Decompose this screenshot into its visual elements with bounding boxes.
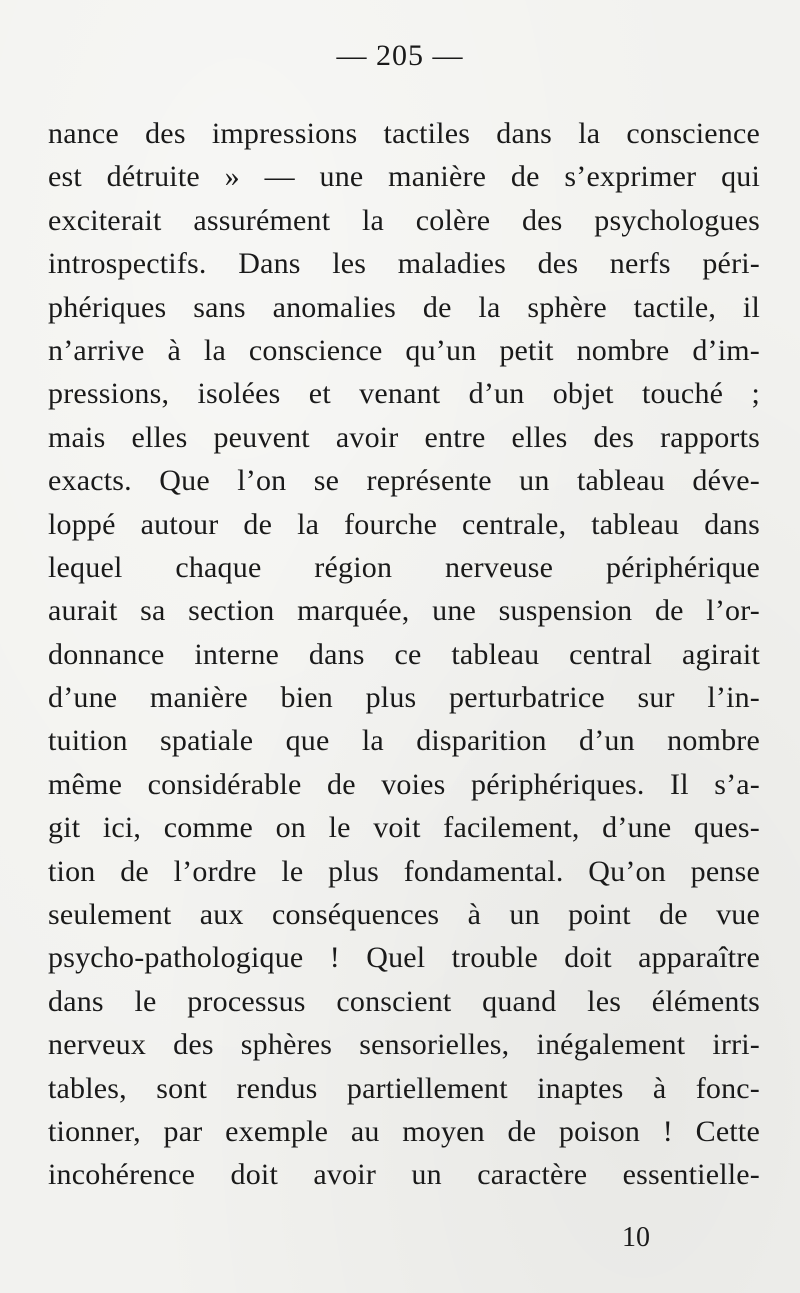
- text-line: git ici, comme on le voit facilement, d’une ques-: [48, 811, 760, 845]
- text-line: mais elles peuvent avoir entre elles des rapports: [48, 420, 760, 454]
- text-line: psycho-pathologique ! Quel trouble doit apparaître: [48, 941, 760, 975]
- text-line: introspectifs. Dans les maladies des nerfs péri-: [48, 247, 760, 281]
- text-line: nerveux des sphères sensorielles, inégalement irri-: [48, 1028, 760, 1062]
- text-line: lequel chaque région nerveuse périphérique: [48, 550, 760, 584]
- text-line: incohérence doit avoir un caractère essentielle-: [48, 1158, 760, 1192]
- text-line: d’une manière bien plus perturbatrice sur l’in-: [48, 681, 760, 715]
- body-text: [48, 112, 760, 1197]
- text-line: loppé autour de la fourche centrale, tableau dans: [48, 507, 760, 541]
- text-line: phériques sans anomalies de la sphère tactile, il: [48, 290, 760, 324]
- text-line: tuition spatiale que la disparition d’un nombre: [48, 724, 760, 758]
- signature-mark: 10: [622, 1222, 650, 1253]
- text-line: pressions, isolées et venant d’un objet touché ;: [48, 377, 760, 411]
- text-line: nance des impressions tactiles dans la conscience: [48, 117, 760, 150]
- text-line: est détruite » — une manière de s’exprimer qui: [48, 160, 760, 194]
- text-line: exacts. Que l’on se représente un tableau déve-: [48, 464, 760, 498]
- page-number: — 205 —: [336, 39, 464, 72]
- text-line: exciterait assurément la colère des psychologues: [48, 203, 760, 237]
- text-line: donnance interne dans ce tableau central agirait: [48, 637, 760, 671]
- text-line: tion de l’ordre le plus fondamental. Qu’on pense: [48, 854, 760, 888]
- text-line: tables, sont rendus partiellement inaptes à fonc-: [48, 1071, 760, 1105]
- text-line: dans le processus conscient quand les éléments: [48, 984, 760, 1018]
- text-line: aurait sa section marquée, une suspension de l’or-: [48, 594, 760, 628]
- text-line: tionner, par exemple au moyen de poison ! Cette: [48, 1114, 760, 1148]
- text-line: même considérable de voies périphériques. Il s’a-: [48, 767, 760, 801]
- text-line: seulement aux conséquences à un point de vue: [48, 898, 760, 932]
- text-line: n’arrive à la conscience qu’un petit nombre d’im-: [48, 333, 760, 367]
